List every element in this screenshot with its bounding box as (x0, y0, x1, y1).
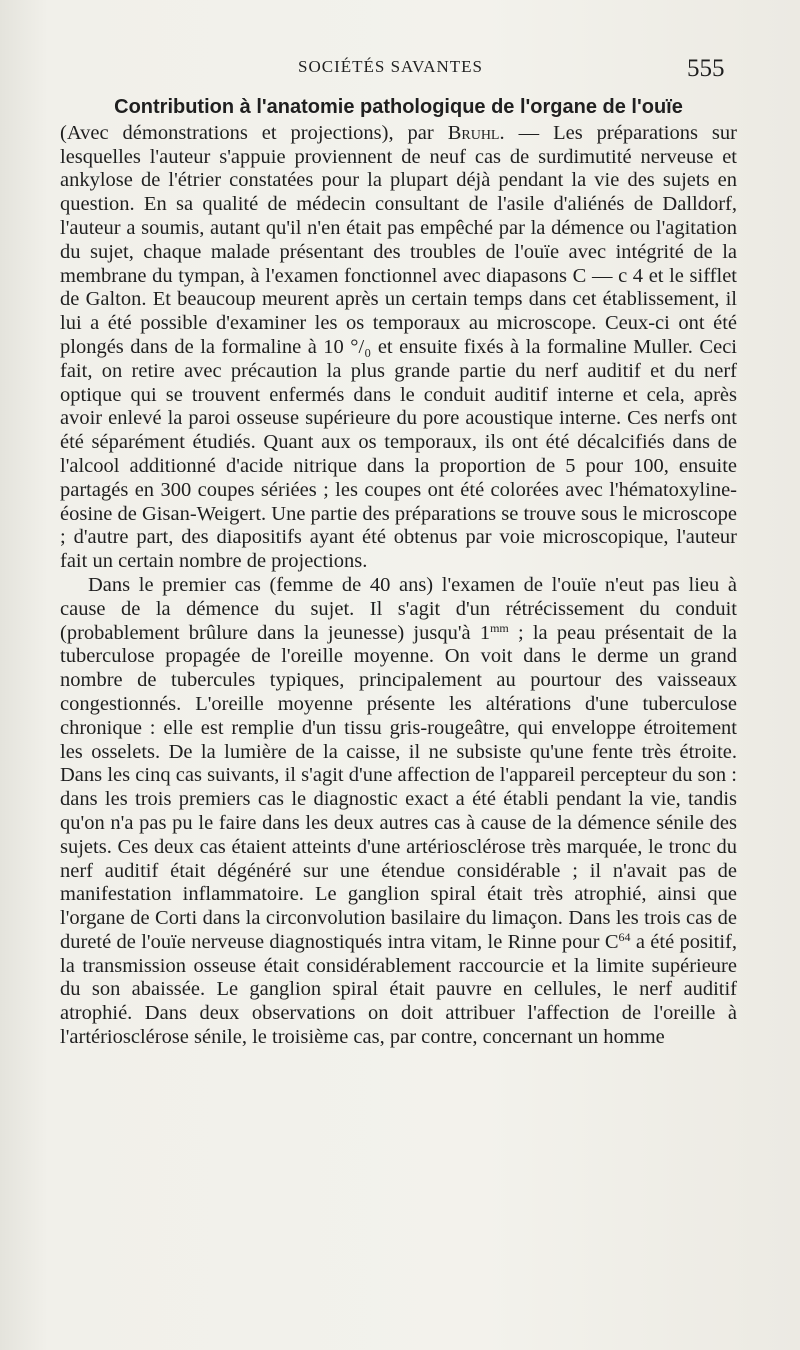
paragraph-2 (60, 574, 737, 1050)
paragraph-1 (60, 96, 737, 574)
millimetre-superscript: mm (490, 620, 509, 635)
running-title: SOCIÉTÉS SAVANTES (298, 57, 483, 76)
paragraph-2-text-c: a été positif, la transmission osseuse était considérablement raccourcie et la limite supérieure du son abaissée. Le ganglion spiral était pauvre en cellules, le nerf auditif atrophié. Dans deux observations on doit attribuer l'affection de l'oreille à l'artériosclérose sénile, le troisième cas, par contre, concernant un homme (60, 930, 738, 1049)
author-name: Bruhl (447, 121, 500, 144)
article-body (60, 96, 737, 1050)
article-title: Contribution à l'anatomie pathologique de l'organe de l'ouïe (114, 96, 683, 118)
tuning-fork-superscript: 64 (618, 929, 631, 944)
paragraph-1-text: . — Les préparations sur lesquelles l'auteur s'appuie proviennent de neuf cas de surdimutité nerveuse et ankylose de l'étrier constatées pour la plupart déjà pendant la vie des sujets en question. En sa qualité de médecin consultant de l'asile d'aliénés de Dalldorf, l'auteur a soumis, autant qu'il n'en était pas empêché par la démence ou l'agitation du sujet, chaque malade présentant des troubles de l'ouïe avec intégrité de la membrane du tympan, à l'examen fonctionnel avec diapasons C — c 4 et le sifflet de Galton. Et beaucoup meurent après un certain temps dans cet établissement, il lui a été possible d'examiner les os temporaux au microscope. Ceux-ci ont été plongés dans de la formaline à 10 °/₀ et ensuite fixés à la formaline Muller. Ceci fait, on retire avec précaution la plus grande partie du nerf auditif et du nerf optique qui se trouvent enfermés dans le conduit auditif interne et cela, après avoir enlevé la paroi osseuse supérieure du pore acoustique interne. Ces nerfs ont été séparément étudiés. Quant aux os temporaux, ils ont été décalcifiés dans de l'alcool additionné d'acide nitrique dans la proportion de 5 pour 100, ensuite partagés en 300 coupes sériées ; les coupes ont été colorées avec l'hématoxyline-éosine de Gisan-Weigert. Une partie des préparations se trouve sous le microscope ; d'autre part, des diapositifs ayant été obtenus par voie microscopique, l'auteur fait un certain nombre de projections. (60, 121, 737, 573)
paragraph-2-text-a: Dans le premier cas (femme de 40 ans) l'examen de l'ouïe n'eut pas lieu à cause de la démence du sujet. Il s'agit d'un rétrécissement du conduit (probablement brûlure dans la jeunesse) jusqu'à 1 (60, 573, 737, 644)
running-header (0, 55, 800, 85)
intro-text: (Avec démonstrations et projections), par (60, 121, 448, 144)
page-number: 555 (687, 55, 725, 82)
paragraph-2-text-b: ; la peau présentait de la tuberculose propagée de l'oreille moyenne. On voit dans le derme un grand nombre de tubercules typiques, principalement au pourtour des vaisseaux congestionnés. L'oreille moyenne présente les altérations d'une tuberculose chronique : elle est remplie d'un tissu gris-rougeâtre, qui enveloppe étroitement les osselets. De la lumière de la caisse, il ne subsiste qu'une fente très étroite. Dans les cinq cas suivants, il s'agit d'une affection de l'appareil percepteur du son : dans les trois premiers cas le diagnostic exact a été établi pendant la vie, tandis qu'on n'a pas pu le faire dans les deux autres cas à cause de la démence sénile des sujets. Ces deux cas étaient atteints d'une artériosclérose très marquée, le tronc du nerf auditif était dégénéré sur une étendue considérable ; il n'avait pas de manifestation inflammatoire. Le ganglion spiral était très atrophié, ainsi que l'organe de Corti dans la circonvolution basilaire du limaçon. Dans les trois cas de dureté de l'ouïe nerveuse diagnostiqués intra vitam, le Rinne pour C (60, 621, 737, 953)
